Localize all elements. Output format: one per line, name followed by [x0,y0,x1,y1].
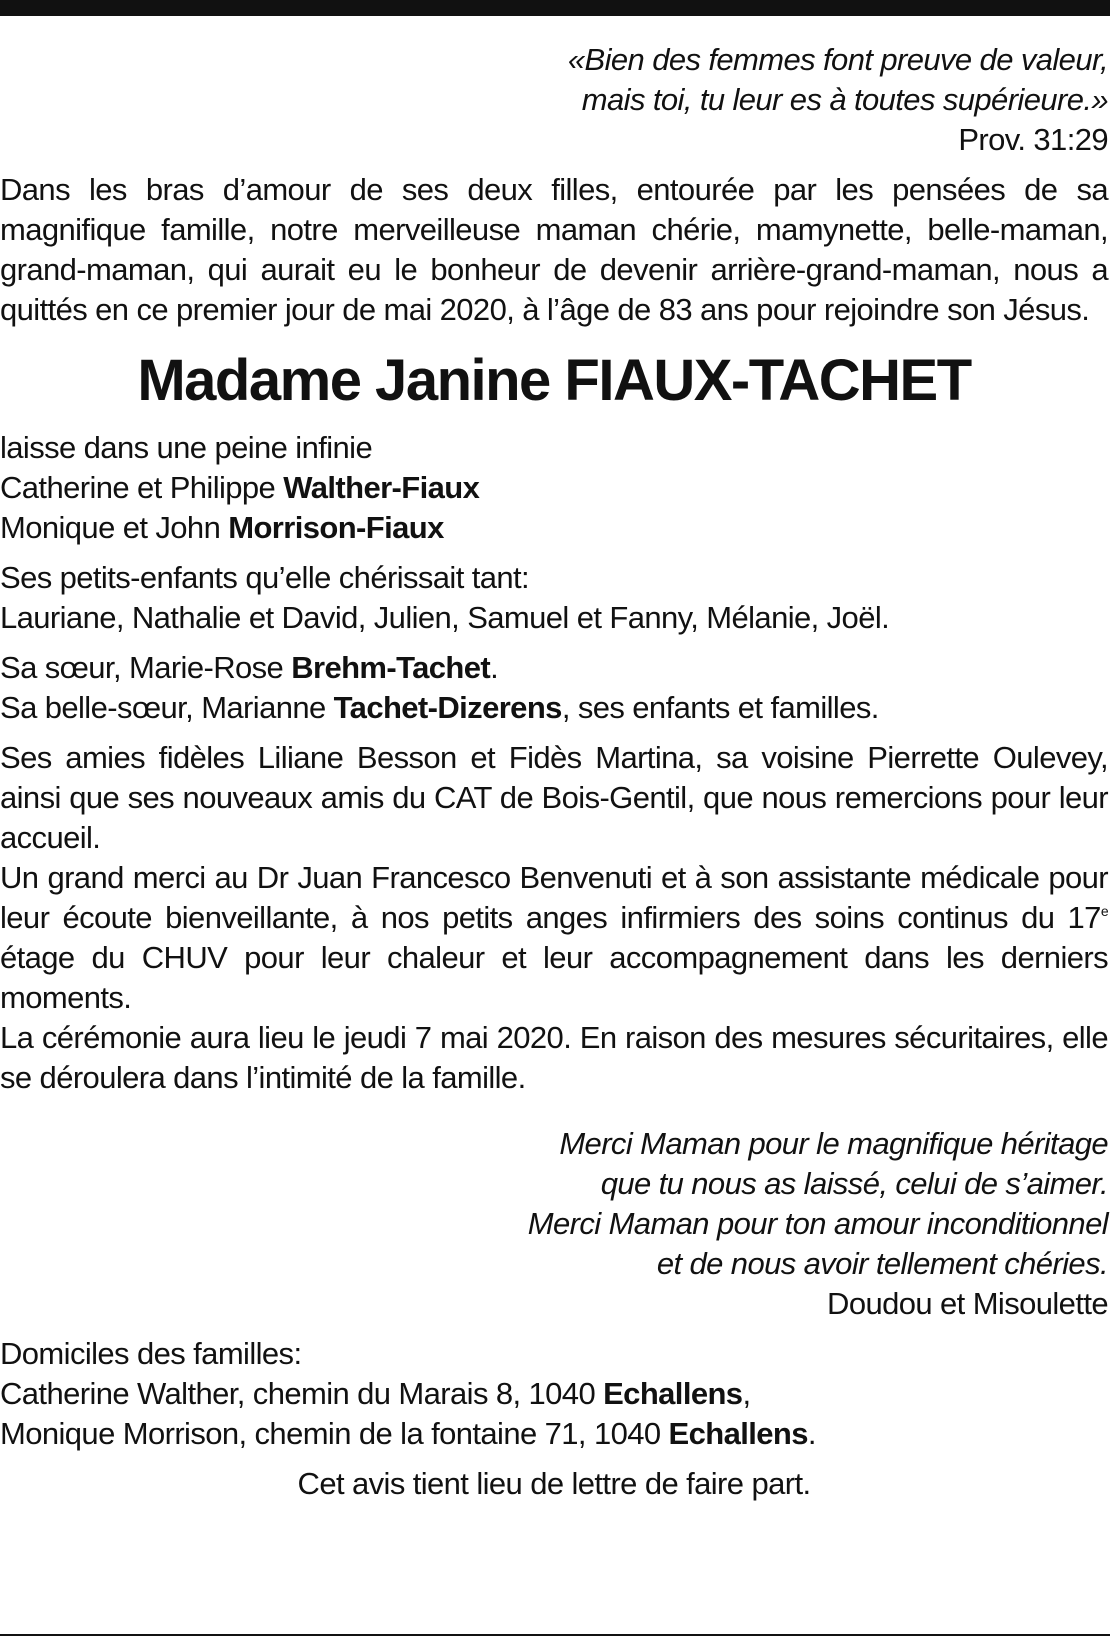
addresses-heading: Domiciles des familles: [0,1336,302,1371]
notice-body [0,40,1108,1504]
sister-line: Sa sœur, Marie-Rose Brehm-Tachet. [0,650,499,685]
top-rule [0,0,1110,16]
city: Echallens [603,1376,743,1411]
poem-line: Merci Maman pour ton amour inconditionnel [527,1206,1108,1241]
closing-poem [0,1124,1108,1284]
thanks-paragraph: Un grand merci au Dr Juan Francesco Benvenuti et à son assistante médicale pour leur écoute bienveillante, à nos petits anges infirmiers des soins continus du 17e étage du CHUV pour leur chaleur et leur accompagnement dans les derniers moments. [0,860,1108,1015]
epigraph [0,40,1108,120]
epigraph-line: «Bien des femmes font preuve de valeur, [567,42,1108,77]
deceased-name: Madame Janine FIAUX-TACHET [137,348,971,413]
address-line: Catherine Walther, chemin du Marais 8, 1040 Echallens, [0,1376,751,1411]
friends-paragraph: Ses amies fidèles Liliane Besson et Fidès Martina, sa voisine Pierrette Oulevey, ainsi que ses nouveaux amis du CAT de Bois-Gentil, que nous remercions pour leur accueil. [0,740,1108,855]
poem-line: Merci Maman pour le magnifique héritage [559,1126,1108,1161]
daughter-line: Monique et John Morrison-Fiaux [0,510,444,545]
epigraph-reference: Prov. 31:29 [958,122,1108,157]
epigraph-line: mais toi, tu leur es à toutes supérieure.» [581,82,1108,117]
bottom-rule [0,1634,1110,1636]
poem-line: et de nous avoir tellement chéries. [656,1246,1108,1281]
family-name: Walther-Fiaux [283,470,480,505]
address-line: Monique Morrison, chemin de la fontaine 71, 1040 Echallens. [0,1416,816,1451]
grandchildren-names: Lauriane, Nathalie et David, Julien, Samuel et Fanny, Mélanie, Joël. [0,600,890,635]
sister-in-law-line: Sa belle-sœur, Marianne Tachet-Dizerens, ses enfants et familles. [0,690,879,725]
poem-line: que tu nous as laissé, celui de s’aimer. [600,1166,1108,1201]
daughters-intro: laisse dans une peine infinie [0,430,373,465]
poem-signature: Doudou et Misoulette [827,1286,1108,1321]
ceremony-paragraph: La cérémonie aura lieu le jeudi 7 mai 2020. En raison des mesures sécuritaires, elle se déroulera dans l’intimité de la famille. [0,1020,1108,1095]
family-name: Brehm-Tachet [291,650,491,685]
daughter-line: Catherine et Philippe Walther-Fiaux [0,470,480,505]
grandchildren-intro: Ses petits-enfants qu’elle chérissait tant: [0,560,530,595]
intro-paragraph: Dans les bras d’amour de ses deux filles, entourée par les pensées de sa magnifique famille, notre merveilleuse maman chérie, mamynette, belle-maman, grand-maman, qui aurait eu le bonheur de devenir arrière-grand-maman, nous a quittés en ce premier jour de mai 2020, à l’âge de 83 ans pour rejoindre son Jésus. [0,172,1108,327]
footer-note: Cet avis tient lieu de lettre de faire part. [297,1466,811,1501]
family-name: Tachet-Dizerens [333,690,562,725]
family-name: Morrison-Fiaux [228,510,444,545]
city: Echallens [668,1416,808,1451]
